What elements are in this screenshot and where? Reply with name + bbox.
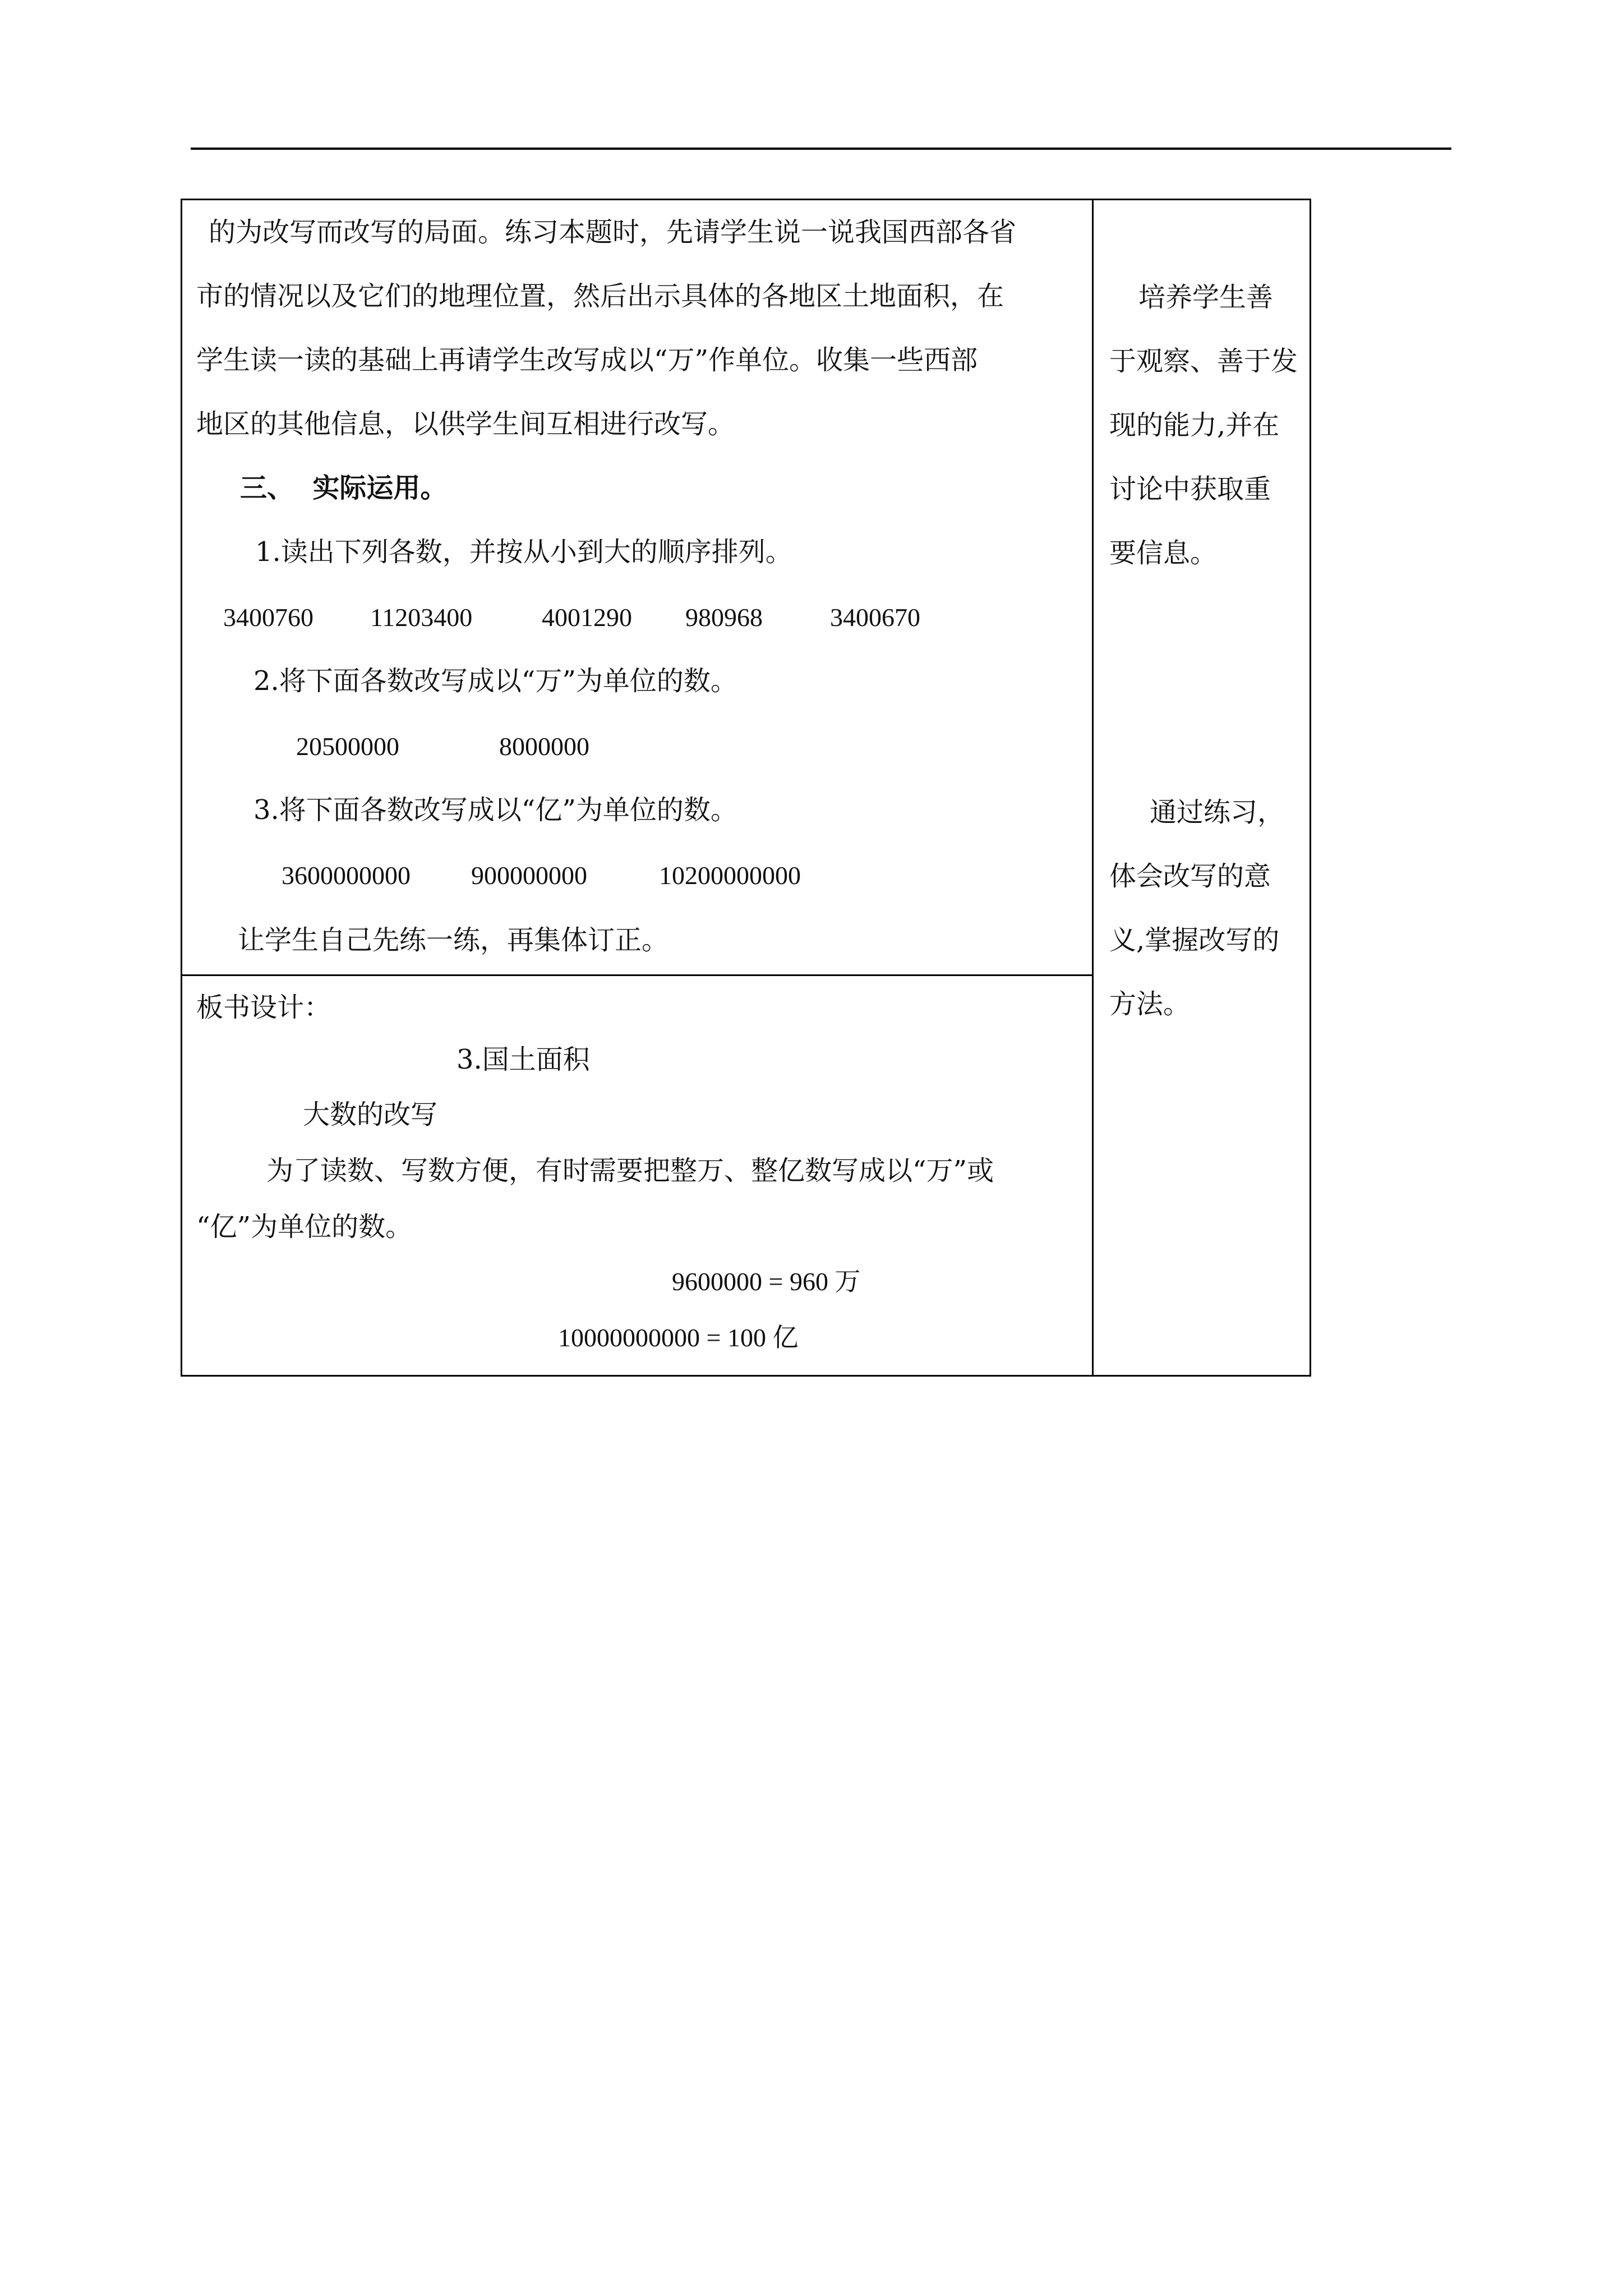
question-1: 1.读出下列各数，并按从小到大的顺序排列。 (255, 536, 792, 568)
number-item: 900000000 (471, 861, 587, 890)
board-body-line: 为了读数、写数方便，有时需要把整万、整亿数写成以“万”或 (266, 1155, 994, 1186)
paragraph-line: 市的情况以及它们的地理位置，然后出示具体的各地区土地面积，在 (196, 280, 1004, 312)
note-line: 于观察、善于发 (1109, 346, 1298, 377)
board-title: 3.国土面积 (457, 1044, 590, 1075)
note-line: 要信息。 (1109, 537, 1218, 569)
column-divider (1092, 200, 1094, 1375)
number-item: 3400670 (830, 603, 920, 632)
board-equation: 10000000000 = 100 亿 (558, 1323, 799, 1352)
question-2: 2.将下面各数改写成以“万”为单位的数。 (253, 665, 737, 697)
note-line: 讨论中获取重 (1109, 473, 1271, 505)
closing-text: 让学生自己先练一练，再集体订正。 (238, 924, 669, 956)
paragraph-line: 的为改写而改写的局面。练习本题时，先请学生说一说我国西部各省 (209, 217, 1017, 248)
note-line: 体会改写的意 (1109, 861, 1271, 892)
board-label: 板书设计： (196, 992, 331, 1023)
number-item: 980968 (685, 603, 763, 632)
number-item: 3400760 (223, 603, 313, 632)
note-line: 义,掌握改写的 (1109, 924, 1280, 956)
number-item: 11203400 (370, 603, 473, 632)
row-divider (182, 974, 1092, 976)
number-item: 20500000 (296, 732, 399, 761)
section-heading: 三、 实际运用。 (240, 472, 448, 504)
note-line: 培养学生善 (1138, 282, 1274, 313)
board-equation: 9600000 = 960 万 (672, 1267, 861, 1296)
number-item: 3600000000 (282, 861, 411, 890)
board-subtitle: 大数的改写 (303, 1099, 438, 1130)
number-item: 8000000 (499, 732, 589, 761)
number-item: 10200000000 (659, 861, 801, 890)
note-line: 方法。 (1109, 988, 1191, 1020)
paragraph-line: 学生读一读的基础上再请学生改写成以“万”作单位。收集一些西部 (196, 344, 978, 376)
number-item: 4001290 (542, 603, 632, 632)
note-line: 通过练习， (1150, 797, 1285, 828)
board-body-line: “亿”为单位的数。 (196, 1211, 413, 1243)
question-3: 3.将下面各数改写成以“亿”为单位的数。 (253, 794, 737, 826)
header-rule (191, 148, 1451, 150)
note-line: 现的能力,并在 (1109, 409, 1280, 441)
paragraph-line: 地区的其他信息，以供学生间互相进行改写。 (196, 408, 735, 440)
